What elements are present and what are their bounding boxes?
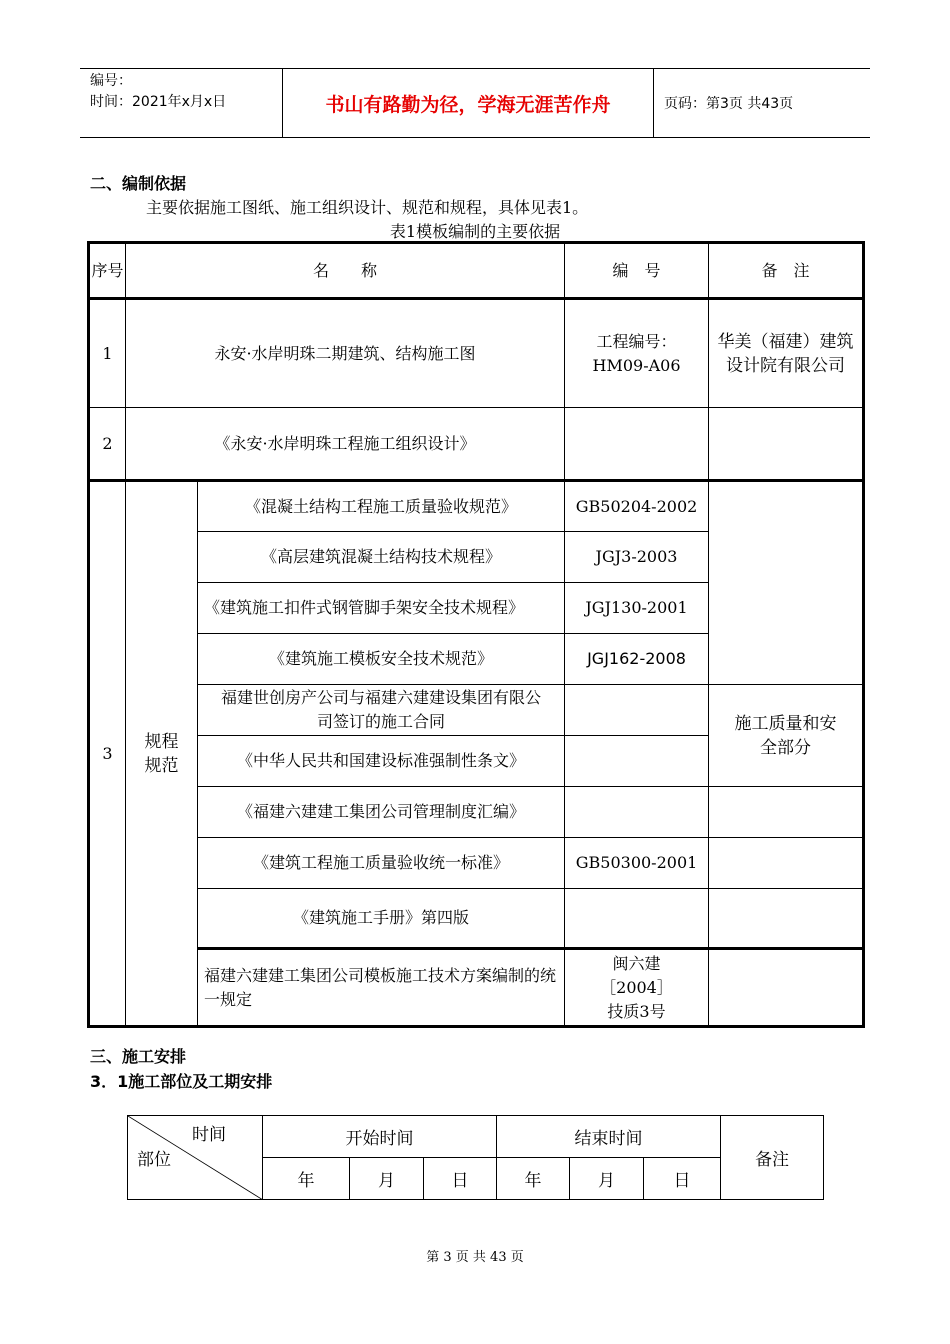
row3-item-name: 《混凝土结构工程施工质量验收规范》 bbox=[198, 481, 565, 532]
table-row bbox=[89, 787, 864, 838]
start-time-header: 开始时间 bbox=[263, 1116, 497, 1158]
row2-seq: 2 bbox=[89, 408, 126, 481]
row1-note: 华美（福建）建筑设计院有限公司 bbox=[709, 299, 864, 408]
row1-seq: 1 bbox=[89, 299, 126, 408]
table-row bbox=[89, 889, 864, 949]
table-row bbox=[89, 299, 864, 408]
row3-item-code: GB50204-2002 bbox=[565, 481, 709, 532]
row1-code: 工程编号：HM09-A06 bbox=[565, 299, 709, 408]
motto: 书山有路勤为径，学海无涯苦作舟 bbox=[282, 69, 654, 137]
end-month: 月 bbox=[570, 1158, 644, 1200]
row3-item-code bbox=[565, 889, 709, 949]
row3-item-name: 《高层建筑混凝土结构技术规程》 bbox=[198, 532, 565, 583]
page-footer: 第 3 页 共 43 页 bbox=[426, 1250, 524, 1265]
row3-seq: 3 bbox=[89, 481, 126, 1027]
row3-item-name: 《建筑施工模板安全技术规范》 bbox=[198, 634, 565, 685]
row3-note-empty bbox=[709, 787, 864, 838]
row3-item-code bbox=[565, 685, 709, 736]
row3-item-code: JGJ130-2001 bbox=[565, 583, 709, 634]
basis-table bbox=[87, 241, 865, 1028]
row3-item-code: JGJ3-2003 bbox=[565, 532, 709, 583]
section3-subtitle: 3．1施工部位及工期安排 bbox=[90, 1072, 273, 1091]
row3-note-group: 施工质量和安全部分 bbox=[709, 685, 864, 787]
row3-item-name: 《建筑施工扣件式钢管脚手架安全技术规程》 bbox=[198, 583, 565, 634]
note-header: 备注 bbox=[721, 1116, 824, 1200]
row3-item-code bbox=[565, 787, 709, 838]
row2-note bbox=[709, 408, 864, 481]
table-row bbox=[89, 408, 864, 481]
row2-code bbox=[565, 408, 709, 481]
table1-caption: 表1模板编制的主要依据 bbox=[389, 222, 561, 241]
section3-title: 三、施工安排 bbox=[90, 1047, 187, 1066]
time-label: 时间：2021年x月x日 bbox=[90, 94, 227, 110]
header-note: 备 注 bbox=[709, 243, 864, 299]
end-year: 年 bbox=[497, 1158, 570, 1200]
start-year: 年 bbox=[263, 1158, 350, 1200]
end-time-header: 结束时间 bbox=[497, 1116, 721, 1158]
schedule-header-row bbox=[128, 1116, 824, 1158]
row3-note-empty bbox=[709, 481, 864, 685]
row3-item-name: 福建世创房产公司与福建六建建设集团有限公司签订的施工合同 bbox=[198, 685, 565, 736]
row3-item-name: 《建筑施工手册》第四版 bbox=[198, 889, 565, 949]
row3-category: 规程规范 bbox=[126, 481, 198, 1027]
table-header-row bbox=[89, 243, 864, 299]
row3-item-code: JGJ162-2008 bbox=[565, 634, 709, 685]
row3-note-empty bbox=[709, 949, 864, 1027]
row3-note-empty bbox=[709, 889, 864, 949]
row3-item-name: 《福建六建建工集团公司管理制度汇编》 bbox=[198, 787, 565, 838]
corner-top: 时间 bbox=[192, 1125, 226, 1145]
corner-bottom: 部位 bbox=[137, 1150, 171, 1170]
row3-item-name: 《中华人民共和国建设标准强制性条文》 bbox=[198, 736, 565, 787]
section2-intro: 主要依据施工图纸、施工组织设计、规范和规程，具体见表1。 bbox=[146, 198, 589, 217]
row3-item-code bbox=[565, 736, 709, 787]
start-day: 日 bbox=[424, 1158, 497, 1200]
section2-title: 二、编制依据 bbox=[90, 174, 187, 193]
row3-note-empty bbox=[709, 838, 864, 889]
header-seq: 序号 bbox=[89, 243, 126, 299]
header-code: 编 号 bbox=[565, 243, 709, 299]
table-row bbox=[89, 685, 864, 736]
header-name: 名 称 bbox=[126, 243, 565, 299]
row3-item-name: 福建六建建工集团公司模板施工技术方案编制的统一规定 bbox=[198, 949, 565, 1027]
table-row bbox=[89, 838, 864, 889]
end-day: 日 bbox=[644, 1158, 721, 1200]
page-header bbox=[80, 68, 870, 138]
page-label: 页码：第3页 共43页 bbox=[664, 96, 794, 112]
row3-item-name: 《建筑工程施工质量验收统一标准》 bbox=[198, 838, 565, 889]
start-month: 月 bbox=[350, 1158, 424, 1200]
row3-item-code: 闽六建［2004］技质3号 bbox=[565, 949, 709, 1027]
table-row bbox=[89, 949, 864, 1027]
header-left bbox=[80, 69, 282, 137]
corner-cell bbox=[128, 1116, 263, 1200]
schedule-table bbox=[127, 1115, 824, 1200]
row2-name: 《永安·水岸明珠工程施工组织设计》 bbox=[126, 408, 565, 481]
row1-name: 永安·水岸明珠二期建筑、结构施工图 bbox=[126, 299, 565, 408]
number-label: 编号： bbox=[90, 73, 132, 89]
table-row bbox=[89, 481, 864, 532]
row3-item-code: GB50300-2001 bbox=[565, 838, 709, 889]
